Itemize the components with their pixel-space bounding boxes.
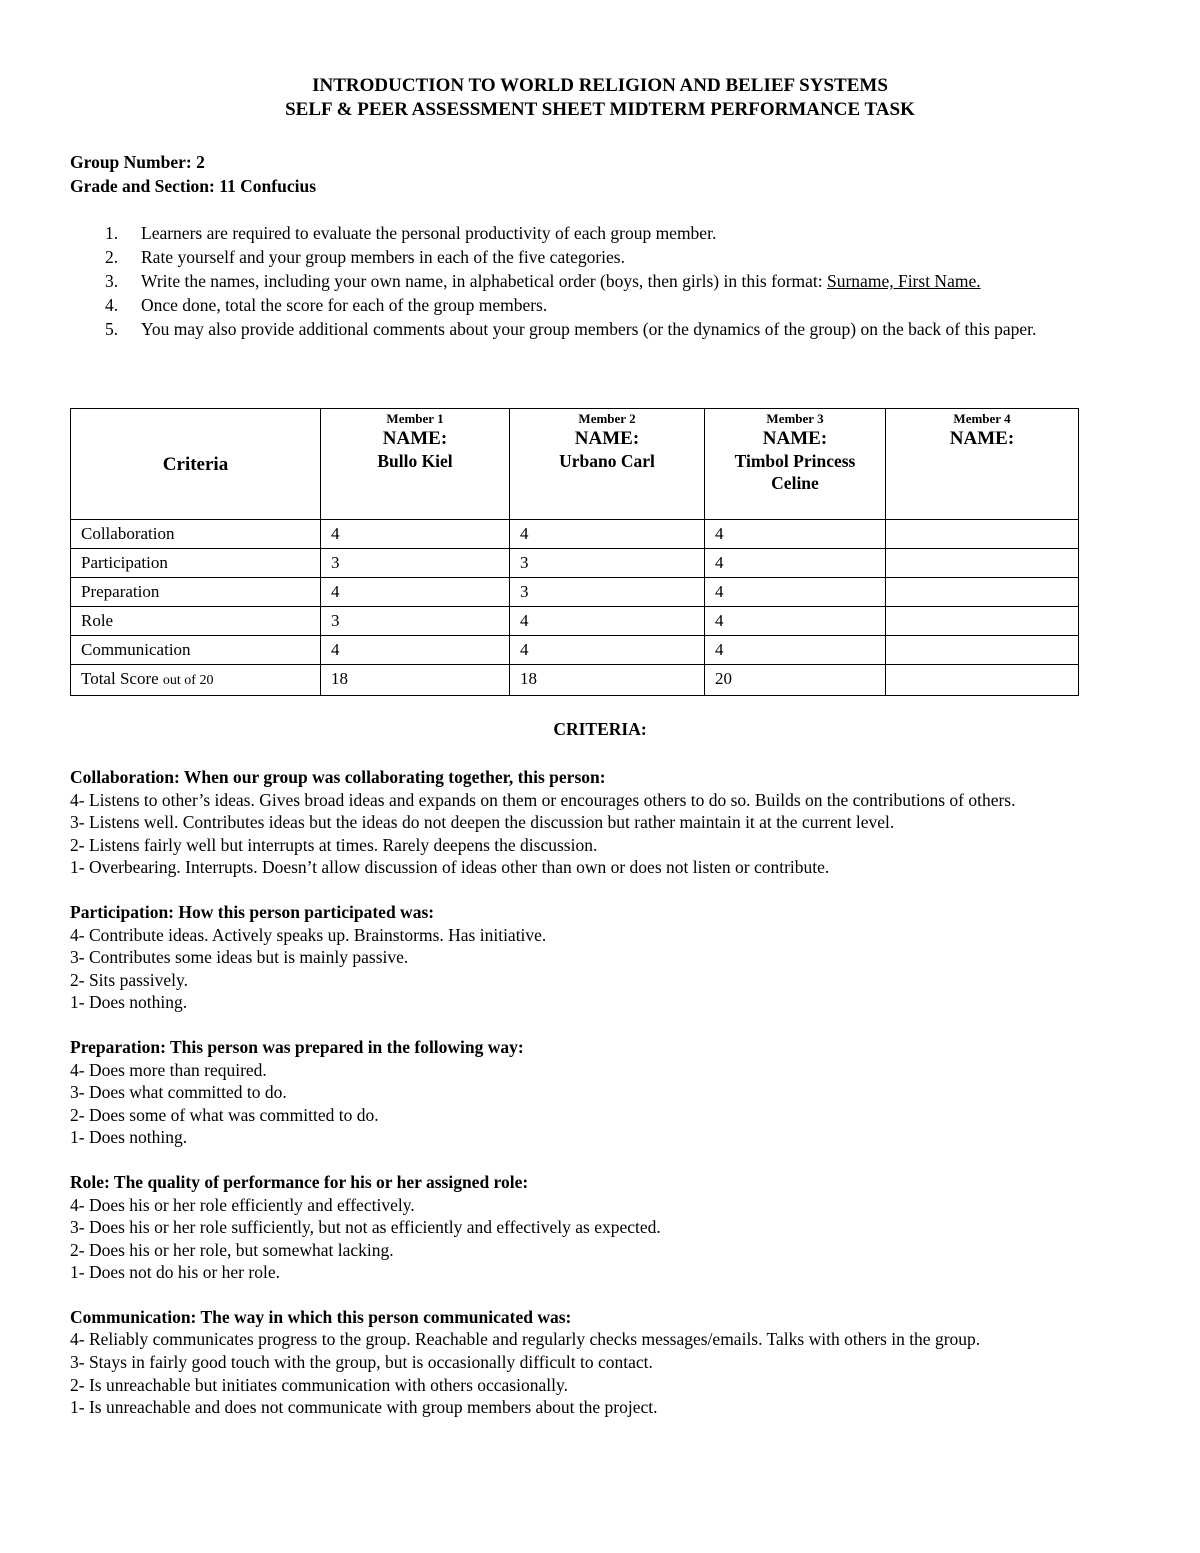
score-cell: 4 (321, 636, 510, 665)
score-cell (886, 636, 1079, 665)
criterion-cell: Collaboration (71, 520, 321, 549)
criterion-cell: Communication (71, 636, 321, 665)
criteria-line: 1- Does not do his or her role. (70, 1262, 280, 1283)
score-cell (886, 520, 1079, 549)
score-cell: 4 (510, 520, 705, 549)
criteria-line: 3- Does his or her role sufficiently, but not as efficiently and effectively as expected. (70, 1217, 661, 1238)
title-line-2: SELF & PEER ASSESSMENT SHEET MIDTERM PERFORMANCE TASK (285, 99, 915, 120)
member-2-header: Member 2 NAME: Urbano Carl (510, 409, 705, 520)
criteria-head: Preparation: This person was prepared in the following way: (70, 1036, 524, 1057)
total-row (71, 665, 1079, 696)
criteria-head: Role: The quality of performance for his or her assigned role: (70, 1171, 529, 1192)
table-row (71, 607, 1079, 636)
criteria-section (70, 766, 1130, 1441)
score-cell: 4 (705, 520, 886, 549)
instruction-item: 2. Rate yourself and your group members in each of the five categories. (105, 247, 625, 267)
criteria-header: Criteria (71, 409, 321, 520)
criteria-head: Communication: The way in which this person communicated was: (70, 1306, 572, 1327)
criteria-communication (70, 1306, 1130, 1419)
criteria-line: 4- Does his or her role efficiently and effectively. (70, 1194, 415, 1215)
criteria-line: 4- Listens to other’s ideas. Gives broad ideas and expands on them or encourages others to do so. Builds on the contributions of others. (70, 789, 1016, 810)
total-score-cell: 18 (321, 665, 510, 696)
assessment-table (70, 408, 1079, 696)
total-score-cell: 20 (705, 665, 886, 696)
group-info (70, 150, 316, 198)
score-cell: 4 (705, 578, 886, 607)
member-1-header: Member 1 NAME: Bullo Kiel (321, 409, 510, 520)
criteria-line: 2- Sits passively. (70, 969, 188, 990)
instruction-item: 3. Write the names, including your own name, in alphabetical order (boys, then girls) in this format: Surname, First Name. (105, 271, 981, 291)
grade-section: Grade and Section: 11 Confucius (70, 176, 316, 196)
score-cell: 3 (510, 578, 705, 607)
instruction-item: 4. Once done, total the score for each of the group members. (105, 295, 548, 315)
instruction-item: 5. You may also provide additional comments about your group members (or the dynamics of the group) on the back of this paper. (105, 319, 1037, 339)
criteria-line: 1- Is unreachable and does not communicate with group members about the project. (70, 1397, 658, 1418)
name-format: Surname, First Name. (827, 271, 981, 291)
criteria-line: 3- Contributes some ideas but is mainly passive. (70, 947, 409, 968)
total-score-cell: 18 (510, 665, 705, 696)
table-row (71, 578, 1079, 607)
criteria-line: 1- Overbearing. Interrupts. Doesn’t allow discussion of ideas other than own or does not listen or contribute. (70, 857, 830, 878)
criterion-cell: Participation (71, 549, 321, 578)
score-cell: 4 (705, 607, 886, 636)
criteria-line: 3- Listens well. Contributes ideas but the ideas do not deepen the discussion but rather maintain it at the current level. (70, 812, 895, 833)
score-cell: 3 (510, 549, 705, 578)
table-row (71, 520, 1079, 549)
score-cell: 4 (510, 636, 705, 665)
table-row (71, 549, 1079, 578)
instruction-item: 1. Learners are required to evaluate the personal productivity of each group member. (105, 223, 717, 243)
criteria-line: 3- Does what committed to do. (70, 1082, 287, 1103)
criterion-cell: Role (71, 607, 321, 636)
total-label-cell: Total Score out of 20 (71, 665, 321, 696)
criteria-preparation (70, 1036, 1130, 1149)
instructions-list (70, 221, 1130, 341)
criteria-line: 2- Listens fairly well but interrupts at times. Rarely deepens the discussion. (70, 834, 598, 855)
criteria-line: 2- Is unreachable but initiates communication with others occasionally. (70, 1374, 568, 1395)
criteria-line: 2- Does his or her role, but somewhat lacking. (70, 1239, 394, 1260)
criteria-role (70, 1171, 1130, 1284)
criteria-collaboration (70, 766, 1130, 879)
criteria-line: 1- Does nothing. (70, 992, 188, 1013)
score-cell: 4 (321, 520, 510, 549)
title-line-1: INTRODUCTION TO WORLD RELIGION AND BELIEF SYSTEMS (312, 75, 888, 96)
member-3-header: Member 3 NAME: Timbol Princess Celine (705, 409, 886, 520)
score-cell (886, 549, 1079, 578)
criterion-cell: Preparation (71, 578, 321, 607)
criteria-head: Collaboration: When our group was collaborating together, this person: (70, 767, 606, 787)
criteria-head: Participation: How this person participated was: (70, 901, 435, 922)
criteria-participation (70, 901, 1130, 1014)
score-cell: 3 (321, 549, 510, 578)
score-cell: 4 (705, 636, 886, 665)
total-score-cell (886, 665, 1079, 696)
criteria-line: 3- Stays in fairly good touch with the group, but is occasionally difficult to contact. (70, 1352, 653, 1373)
score-cell (886, 607, 1079, 636)
document-title (0, 74, 1200, 122)
criteria-line: 4- Reliably communicates progress to the group. Reachable and regularly checks messages/emails. Talks with others in the group. (70, 1329, 981, 1350)
table-row (71, 636, 1079, 665)
score-cell: 4 (510, 607, 705, 636)
score-cell: 4 (321, 578, 510, 607)
table-header-row (71, 409, 1079, 520)
score-cell: 3 (321, 607, 510, 636)
score-cell (886, 578, 1079, 607)
group-number: Group Number: 2 (70, 152, 205, 172)
criteria-line: 4- Contribute ideas. Actively speaks up. Brainstorms. Has initiative. (70, 924, 547, 945)
criteria-line: 4- Does more than required. (70, 1059, 267, 1080)
member-4-header: Member 4 NAME: (886, 409, 1079, 520)
criteria-line: 2- Does some of what was committed to do. (70, 1104, 379, 1125)
criteria-heading: CRITERIA: (553, 719, 647, 739)
criteria-line: 1- Does nothing. (70, 1127, 188, 1148)
score-cell: 4 (705, 549, 886, 578)
